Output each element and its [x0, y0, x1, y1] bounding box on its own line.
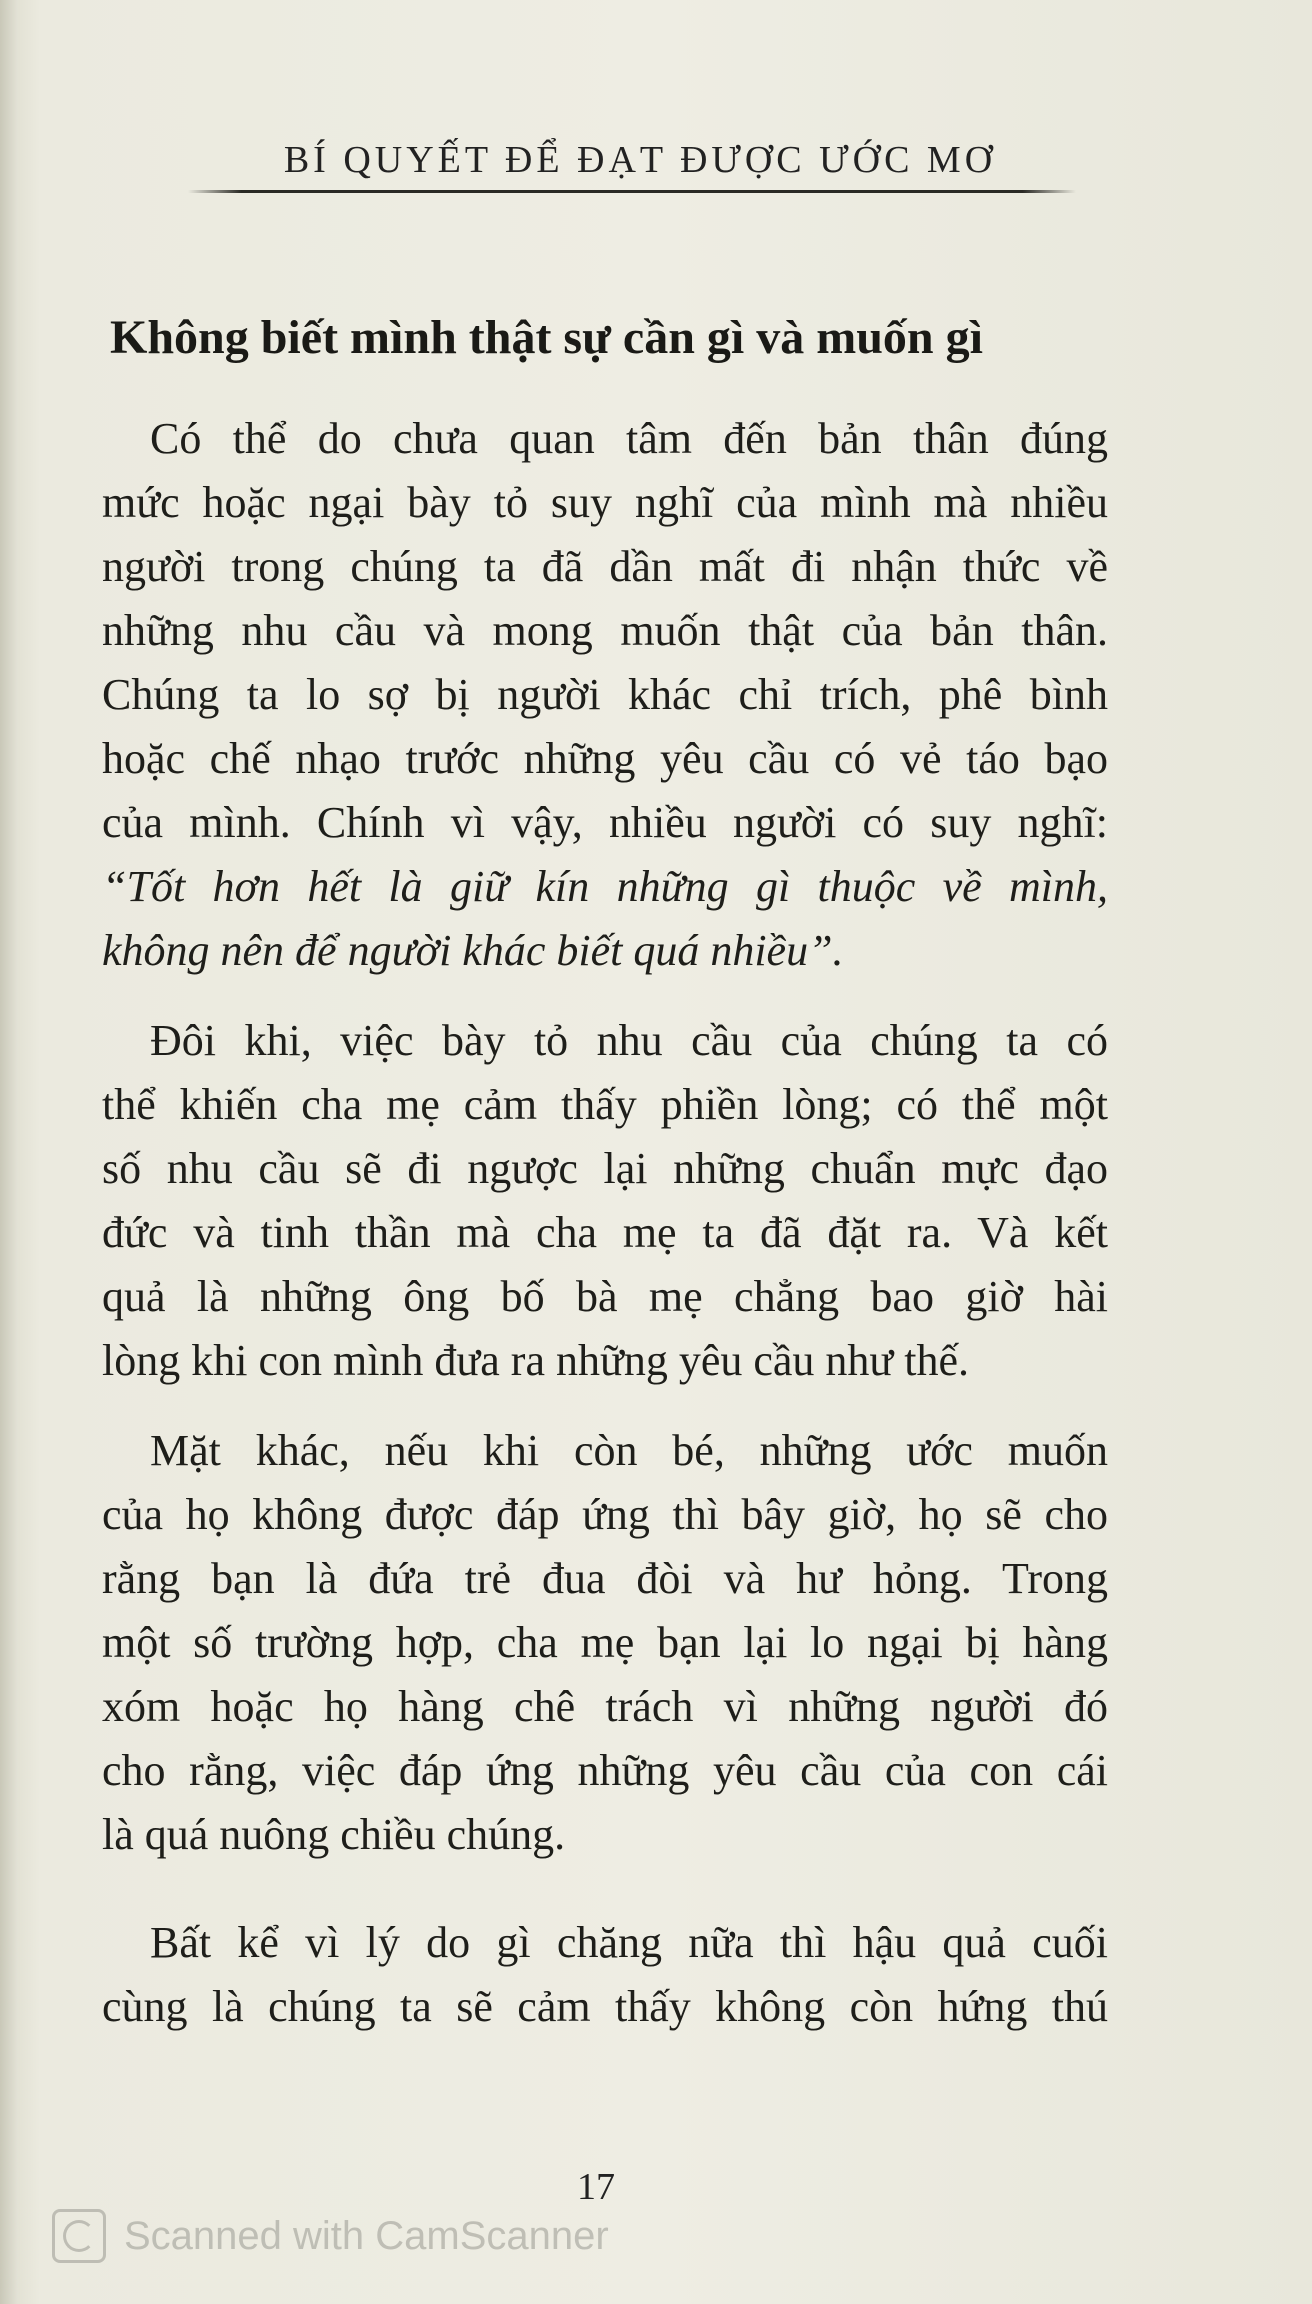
scanner-watermark [52, 2206, 609, 2266]
paragraph-4-line-1: Bất kể vì lý do gì chăng nữa thì hậu quả cuối [150, 1918, 1108, 1967]
paragraph-2-line-6: lòng khi con mình đưa ra những yêu cầu như thế. [102, 1336, 970, 1385]
paragraph-1-line-4: những nhu cầu và mong muốn thật của bản thân. [102, 606, 1108, 655]
paragraph-2-line-3: số nhu cầu sẽ đi ngược lại những chuẩn mực đạo [102, 1144, 1108, 1193]
quote-line-1: “Tốt hơn hết là giữ kín những gì thuộc về mình, [102, 862, 1108, 911]
quote-line-2: không nên để người khác biết quá nhiều”. [102, 926, 844, 975]
paragraph-2-line-1: Đôi khi, việc bày tỏ nhu cầu của chúng ta có [150, 1016, 1108, 1065]
page-number: 17 [577, 2166, 615, 2208]
paragraph-3-line-3: rằng bạn là đứa trẻ đua đòi và hư hỏng. Trong [102, 1554, 1108, 1603]
paragraph-1-line-3: người trong chúng ta đã dần mất đi nhận thức về [102, 542, 1108, 591]
section-title: Không biết mình thật sự cần gì và muốn gì [110, 311, 983, 364]
watermark-text: Scanned with CamScanner [124, 2213, 609, 2258]
camscanner-logo-icon [52, 2209, 106, 2263]
page-binding-edge [0, 0, 18, 2304]
paragraph-3-line-2: của họ không được đáp ứng thì bây giờ, họ sẽ cho [102, 1490, 1108, 1539]
paragraph-1-line-7: của mình. Chính vì vậy, nhiều người có suy nghĩ: [102, 798, 1108, 847]
paragraph-1-line-6: hoặc chế nhạo trước những yêu cầu có vẻ táo bạo [102, 734, 1108, 783]
paragraph-2-line-2: thể khiến cha mẹ cảm thấy phiền lòng; có thể một [102, 1080, 1108, 1129]
paragraph-3-line-6: cho rằng, việc đáp ứng những yêu cầu của con cái [102, 1746, 1108, 1795]
running-head: BÍ QUYẾT ĐỂ ĐẠT ĐƯỢC ƯỚC MƠ [283, 139, 997, 181]
paragraph-1-line-2: mức hoặc ngại bày tỏ suy nghĩ của mình mà nhiều [102, 478, 1108, 527]
header-rule [188, 190, 1076, 193]
paragraph-3-line-7: là quá nuông chiều chúng. [102, 1810, 566, 1859]
paragraph-1-line-1: Có thể do chưa quan tâm đến bản thân đúng [150, 414, 1108, 463]
paragraph-1-line-5: Chúng ta lo sợ bị người khác chỉ trích, phê bình [102, 670, 1108, 719]
paragraph-2-line-4: đức và tinh thần mà cha mẹ ta đã đặt ra. Và kết [102, 1208, 1108, 1257]
paragraph-4-line-2: cùng là chúng ta sẽ cảm thấy không còn hứng thú [102, 1982, 1108, 2031]
paragraph-3-line-5: xóm hoặc họ hàng chê trách vì những người đó [102, 1682, 1108, 1731]
paragraph-2-line-5: quả là những ông bố bà mẹ chẳng bao giờ hài [102, 1272, 1108, 1321]
paragraph-3-line-4: một số trường hợp, cha mẹ bạn lại lo ngại bị hàng [102, 1618, 1108, 1667]
paragraph-3-line-1: Mặt khác, nếu khi còn bé, những ước muốn [150, 1426, 1108, 1475]
